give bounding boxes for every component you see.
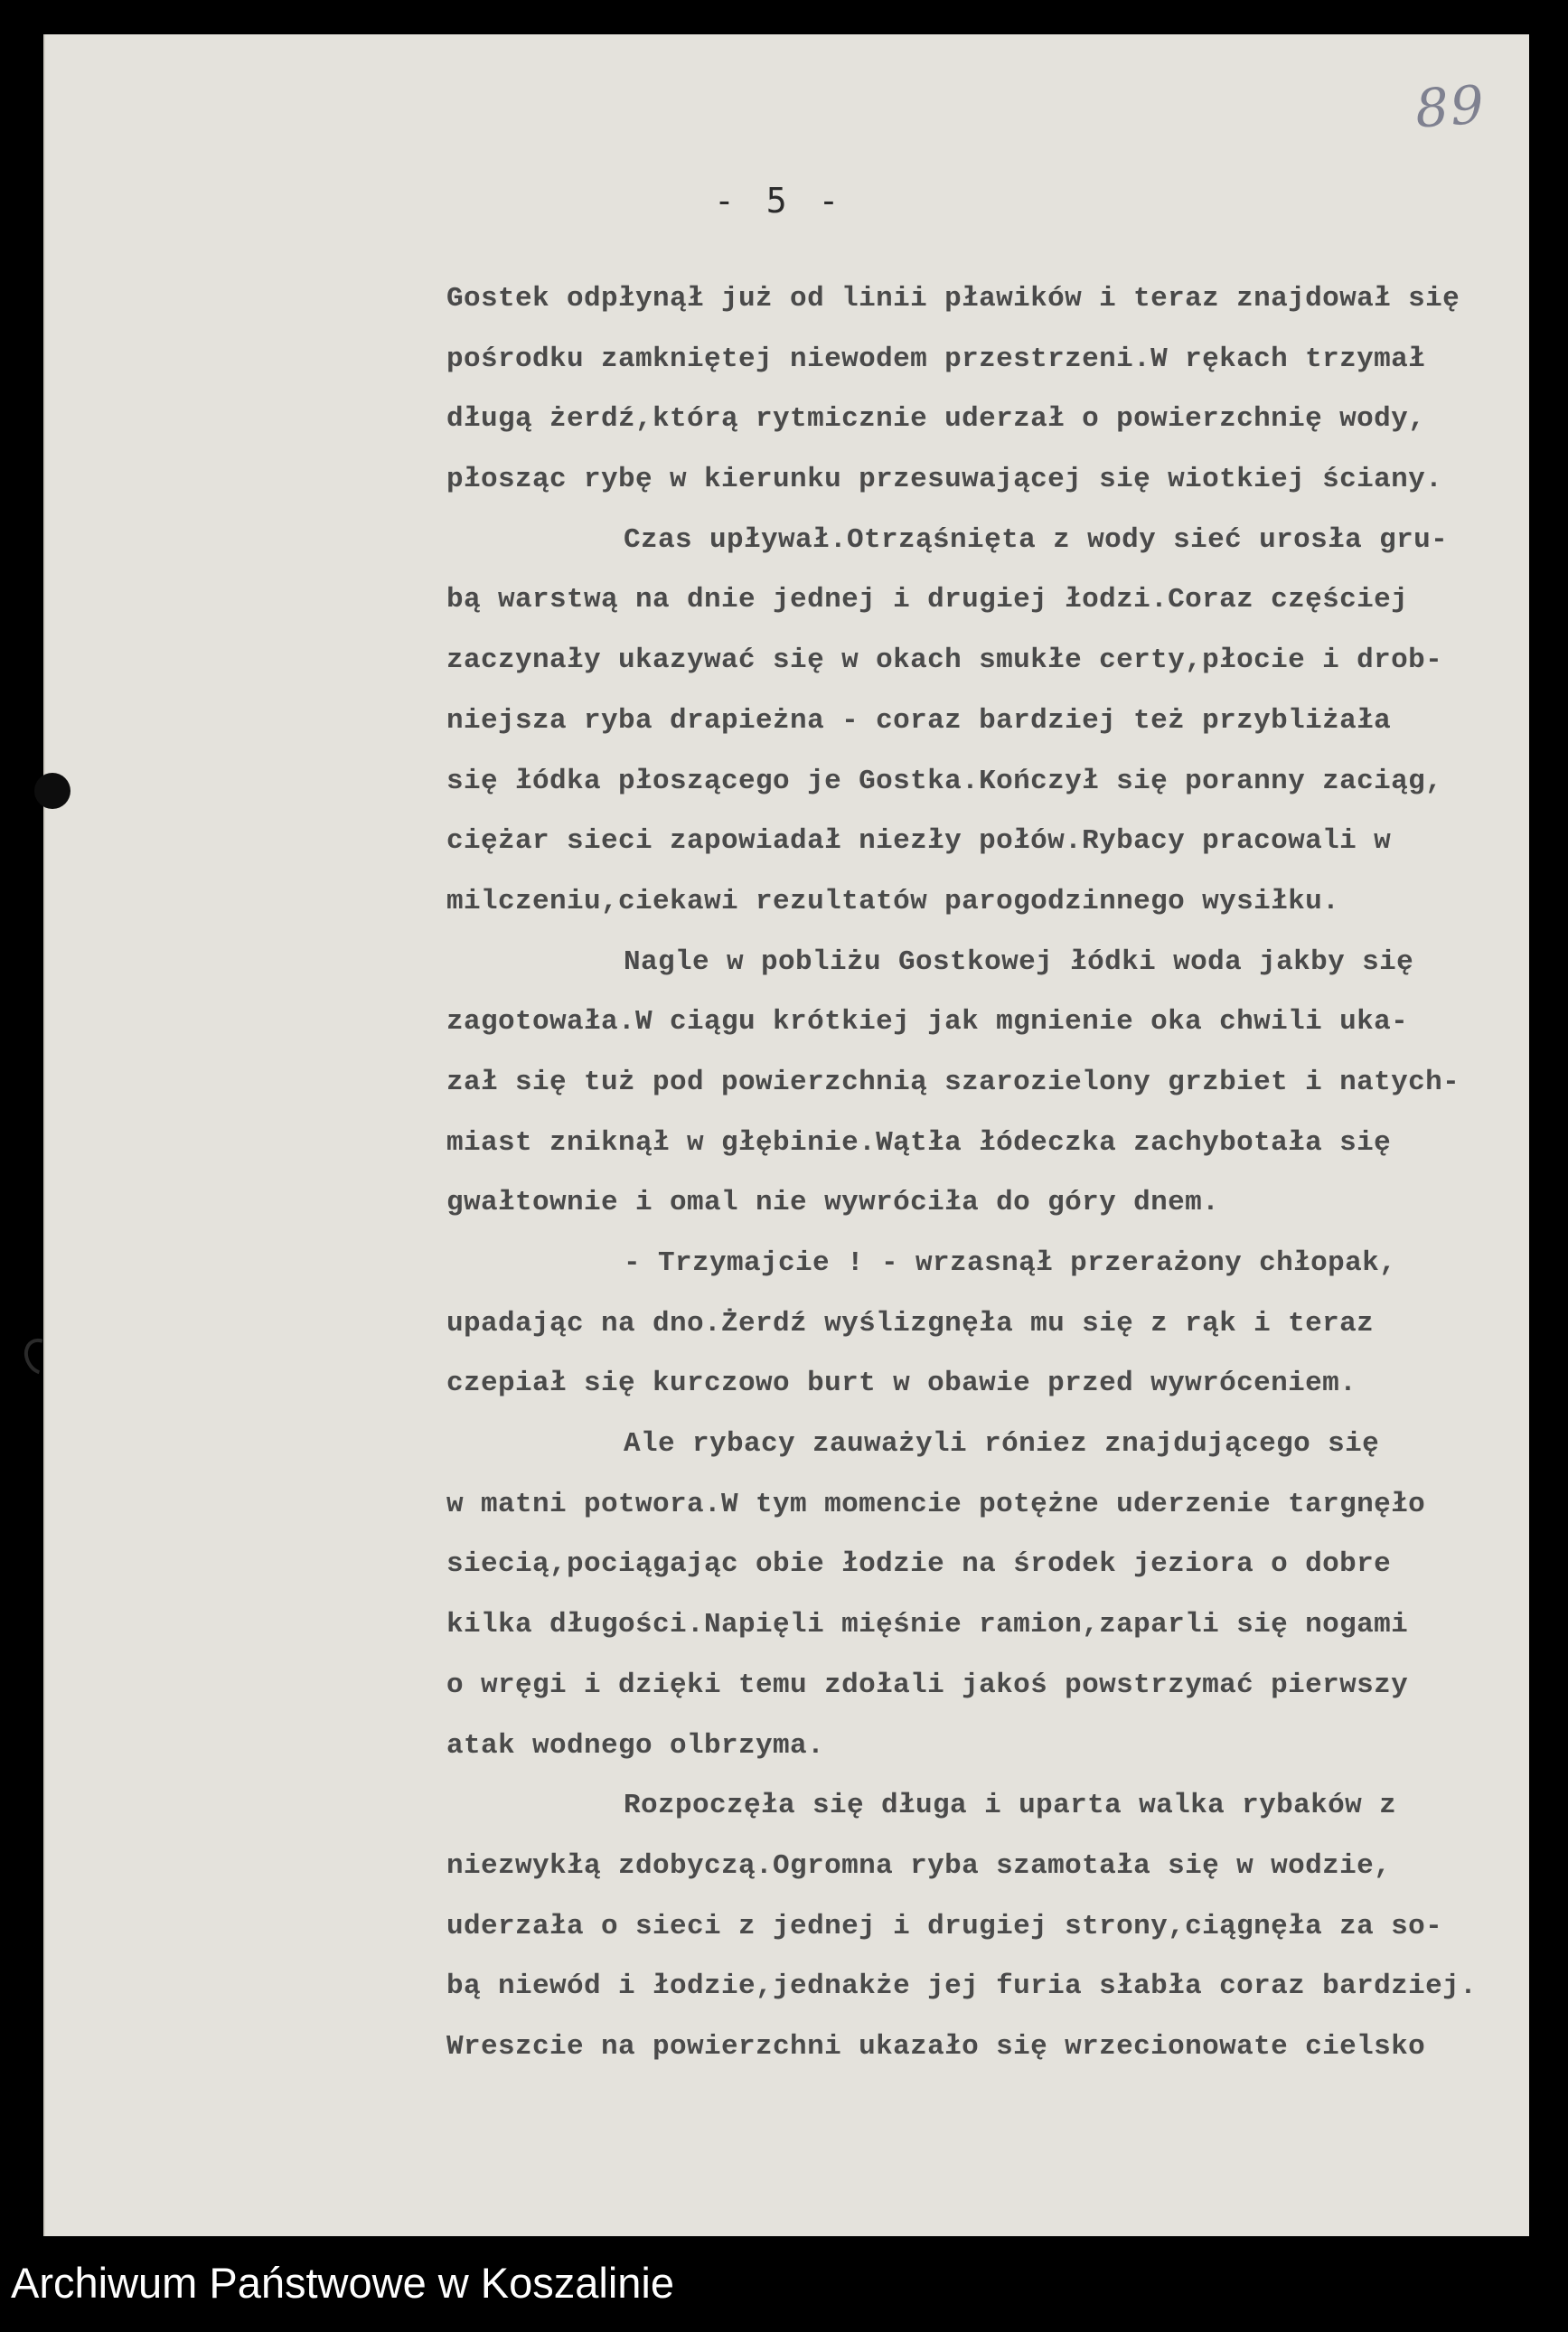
text-line: bą warstwą na dnie jednej i drugiej łodzi.Coraz częściej [446,584,1409,616]
text-line: miast zniknął w głębinie.Wątła łódeczka zachybotała się [446,1126,1392,1159]
text-line: zał się tuż pod powierzchnią szarozielony grzbiet i natych- [446,1066,1460,1098]
footer-bar [0,2236,1568,2332]
text-line: Ale rybacy zauważyli róniez znajdującego się [624,1428,1380,1461]
text-line: Wreszcie na powierzchni ukazało się wrzecionowate cielsko [446,2030,1426,2063]
text-line: zagotowała.W ciągu krótkiej jak mgnienie oka chwili uka- [446,1006,1409,1039]
text-line: się łódka płoszącego je Gostka.Kończył się poranny zaciąg, [446,765,1443,797]
text-line: Nagle w pobliżu Gostkowej łódki woda jakby się [624,945,1414,978]
text-line: Rozpoczęła się długa i uparta walka rybaków z [624,1790,1397,1822]
text-line: kilka długości.Napięli mięśnie ramion,zaparli się nogami [446,1609,1409,1641]
handwritten-page-number: 89 [1413,73,1488,140]
text-line: w matni potwora.W tym momencie potężne uderzenie targnęło [446,1488,1426,1520]
archive-name-label: Archiwum Państwowe w Koszalinie [11,2259,675,2307]
text-line: siecią,pociągając obie łodzie na środek jeziora o dobre [446,1548,1392,1581]
text-line: gwałtownie i omal nie wywróciła do góry dnem. [446,1187,1220,1219]
text-line: Gostek odpłynął już od linii pławików i teraz znajdował się [446,283,1460,315]
text-line: pośrodku zamkniętej niewodem przestrzeni.W rękach trzymał [446,343,1426,375]
text-line: czepiał się kurczowo burt w obawie przed wywróceniem. [446,1368,1357,1400]
text-line: zaczynały ukazywać się w okach smukłe certy,płocie i drob- [446,644,1443,677]
text-line: Czas upływał.Otrząśnięta z wody sieć urosła gru- [624,523,1449,556]
text-line: uderzała o sieci z jednej i drugiej strony,ciągnęła za so- [446,1910,1443,1942]
text-line: milczeniu,ciekawi rezultatów parogodzinnego wysiłku. [446,885,1340,917]
text-line: ciężar sieci zapowiadał niezły połów.Rybacy pracowali w [446,825,1392,858]
text-line: niejsza ryba drapieżna - coraz bardziej też przybliżała [446,704,1392,737]
text-line: - Trzymajcie ! - wrzasnął przerażony chłopak, [624,1247,1397,1279]
typed-text-body [446,269,1558,2078]
text-line: atak wodnego olbrzyma. [446,1729,825,1762]
text-line: długą żerdź,którą rytmicznie uderzał o powierzchnię wody, [446,403,1426,436]
text-line: niezwykłą zdobyczą.Ogromna ryba szamotała się w wodzie, [446,1849,1392,1882]
text-line: bą niewód i łodzie,jednakże jej furia słabła coraz bardziej. [446,1970,1478,2003]
text-line: upadając na dno.Żerdź wyślizgnęła mu się z rąk i teraz [446,1307,1375,1340]
text-line: płosząc rybę w kierunku przesuwającej się wiotkiej ściany. [446,464,1443,496]
text-line: o wręgi i dzięki temu zdołali jakoś powstrzymać pierwszy [446,1669,1409,1701]
page-header: - 5 - [714,181,845,221]
punch-hole [34,773,70,809]
document-page [43,34,1529,2236]
